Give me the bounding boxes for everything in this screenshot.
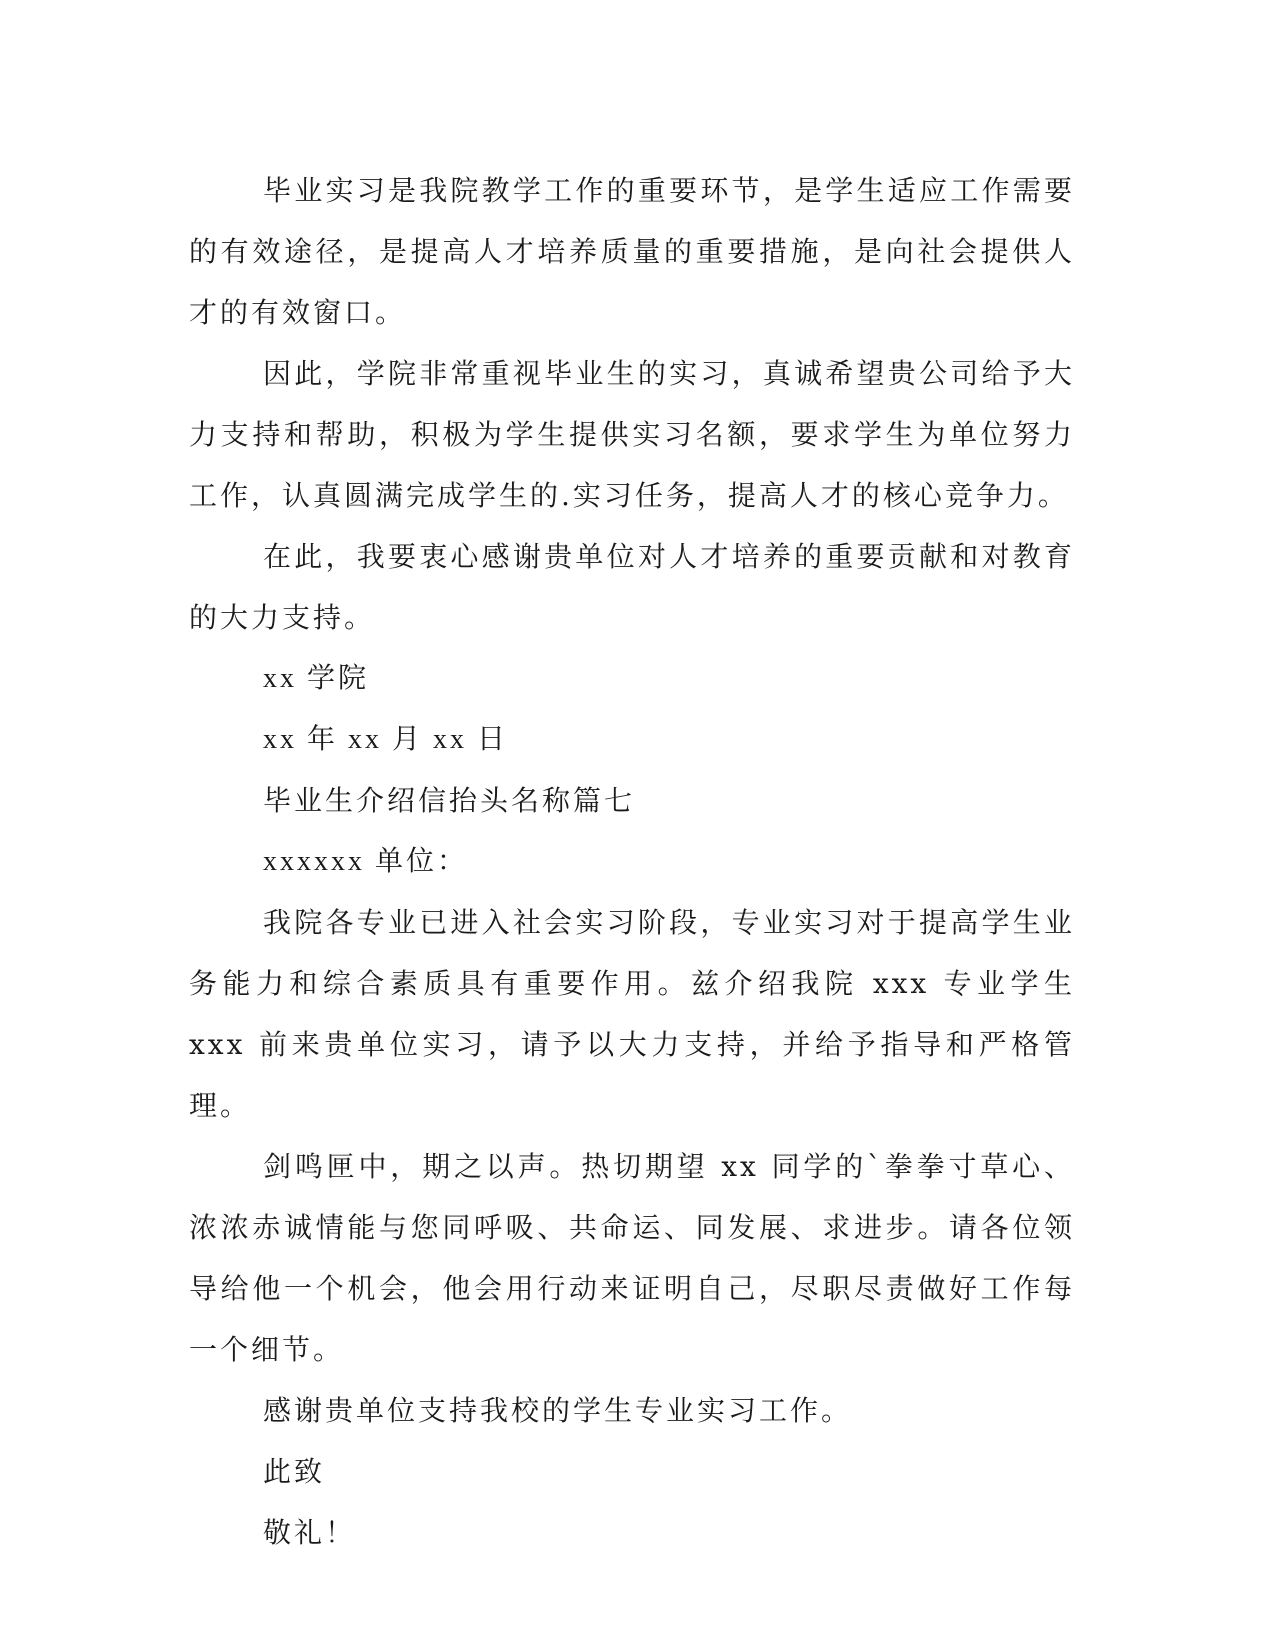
signature-date: xx 年 xx 月 xx 日 <box>263 724 509 755</box>
paragraph-support-request: 因此，学院非常重视毕业生的实习，真诚希望贵公司给予大力支持和帮助，积极为学生提供实习名额，要求学生为单位努力工作，认真圆满完成学生的.实习任务，提高人才的核心竞争力。 <box>189 357 1075 512</box>
paragraph-gratitude: 感谢贵单位支持我校的学生专业实习工作。 <box>263 1394 853 1427</box>
signature-college: xx 学院 <box>263 663 370 694</box>
closing-salutation: 此致 <box>263 1455 326 1488</box>
section-title: 毕业生介绍信抬头名称篇七 <box>263 784 636 817</box>
salutation: xxxxxx 单位： <box>263 846 469 877</box>
paragraph-introduction: 我院各专业已进入社会实习阶段，专业实习对于提高学生业务能力和综合素质具有重要作用。兹介绍我院 xxx 专业学生 xxx 前来贵单位实习，请予以大力支持，并给予指导和严格管理。 <box>189 906 1075 1122</box>
closing-regards: 敬礼！ <box>263 1516 357 1549</box>
paragraph-expectation: 剑鸣匣中，期之以声。热切期望 xx 同学的`拳拳寸草心、浓浓赤诚情能与您同呼吸、共命运、同发展、求进步。请各位领导给他一个机会，他会用行动来证明自己，尽职尽责做好工作每一个细节。 <box>189 1150 1075 1366</box>
paragraph-thanks: 在此，我要衷心感谢贵单位对人才培养的重要贡献和对教育的大力支持。 <box>189 540 1075 634</box>
letter-body <box>189 160 1075 1563</box>
paragraph-internship-importance: 毕业实习是我院教学工作的重要环节，是学生适应工作需要的有效途径，是提高人才培养质量的重要措施，是向社会提供人才的有效窗口。 <box>189 174 1075 329</box>
